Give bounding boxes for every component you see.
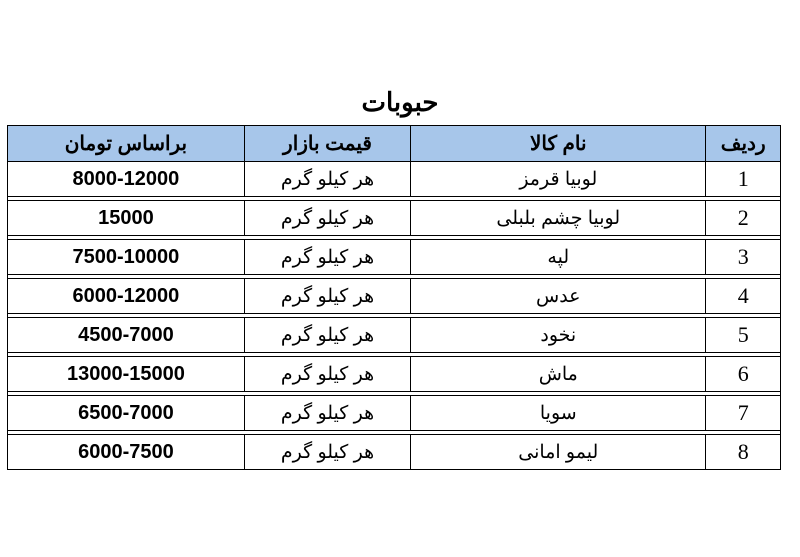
- cell-name: لیمو امانی: [411, 435, 706, 470]
- cell-index: 2: [706, 201, 781, 236]
- header-unit: قیمت بازار: [244, 126, 410, 162]
- cell-index: 8: [706, 435, 781, 470]
- table-row: [8, 396, 781, 431]
- cell-name: ماش: [411, 357, 706, 392]
- page-title: حبوبات: [361, 87, 439, 117]
- cell-unit: هر کیلو گرم: [244, 357, 410, 392]
- cell-price: 8000-12000: [8, 162, 245, 197]
- cell-price: 6500-7000: [8, 396, 245, 431]
- table-row: [8, 162, 781, 197]
- header-name: نام کالا: [411, 126, 706, 162]
- table-row: [8, 279, 781, 314]
- table-row: [8, 240, 781, 275]
- cell-unit: هر کیلو گرم: [244, 162, 410, 197]
- cell-unit: هر کیلو گرم: [244, 201, 410, 236]
- cell-name: عدس: [411, 279, 706, 314]
- cell-index: 6: [706, 357, 781, 392]
- cell-index: 3: [706, 240, 781, 275]
- price-table: [7, 125, 781, 470]
- cell-unit: هر کیلو گرم: [244, 318, 410, 353]
- cell-unit: هر کیلو گرم: [244, 240, 410, 275]
- table-row: [8, 435, 781, 470]
- table-row: [8, 201, 781, 236]
- table-header-row: [8, 126, 781, 162]
- cell-price: 15000: [8, 201, 245, 236]
- cell-name: لوبیا چشم بلبلی: [411, 201, 706, 236]
- cell-name: لپه: [411, 240, 706, 275]
- cell-unit: هر کیلو گرم: [244, 396, 410, 431]
- cell-unit: هر کیلو گرم: [244, 435, 410, 470]
- cell-price: 13000-15000: [8, 357, 245, 392]
- table-row: [8, 318, 781, 353]
- cell-unit: هر کیلو گرم: [244, 279, 410, 314]
- header-index: ردیف: [706, 126, 781, 162]
- cell-price: 6000-12000: [8, 279, 245, 314]
- cell-index: 5: [706, 318, 781, 353]
- cell-index: 1: [706, 162, 781, 197]
- cell-name: سویا: [411, 396, 706, 431]
- header-price: براساس تومان: [8, 126, 245, 162]
- cell-name: نخود: [411, 318, 706, 353]
- table-body: [8, 162, 781, 470]
- cell-name: لوبیا قرمز: [411, 162, 706, 197]
- cell-price: 4500-7000: [8, 318, 245, 353]
- table-row: [8, 357, 781, 392]
- cell-price: 7500-10000: [8, 240, 245, 275]
- cell-price: 6000-7500: [8, 435, 245, 470]
- cell-index: 4: [706, 279, 781, 314]
- cell-index: 7: [706, 396, 781, 431]
